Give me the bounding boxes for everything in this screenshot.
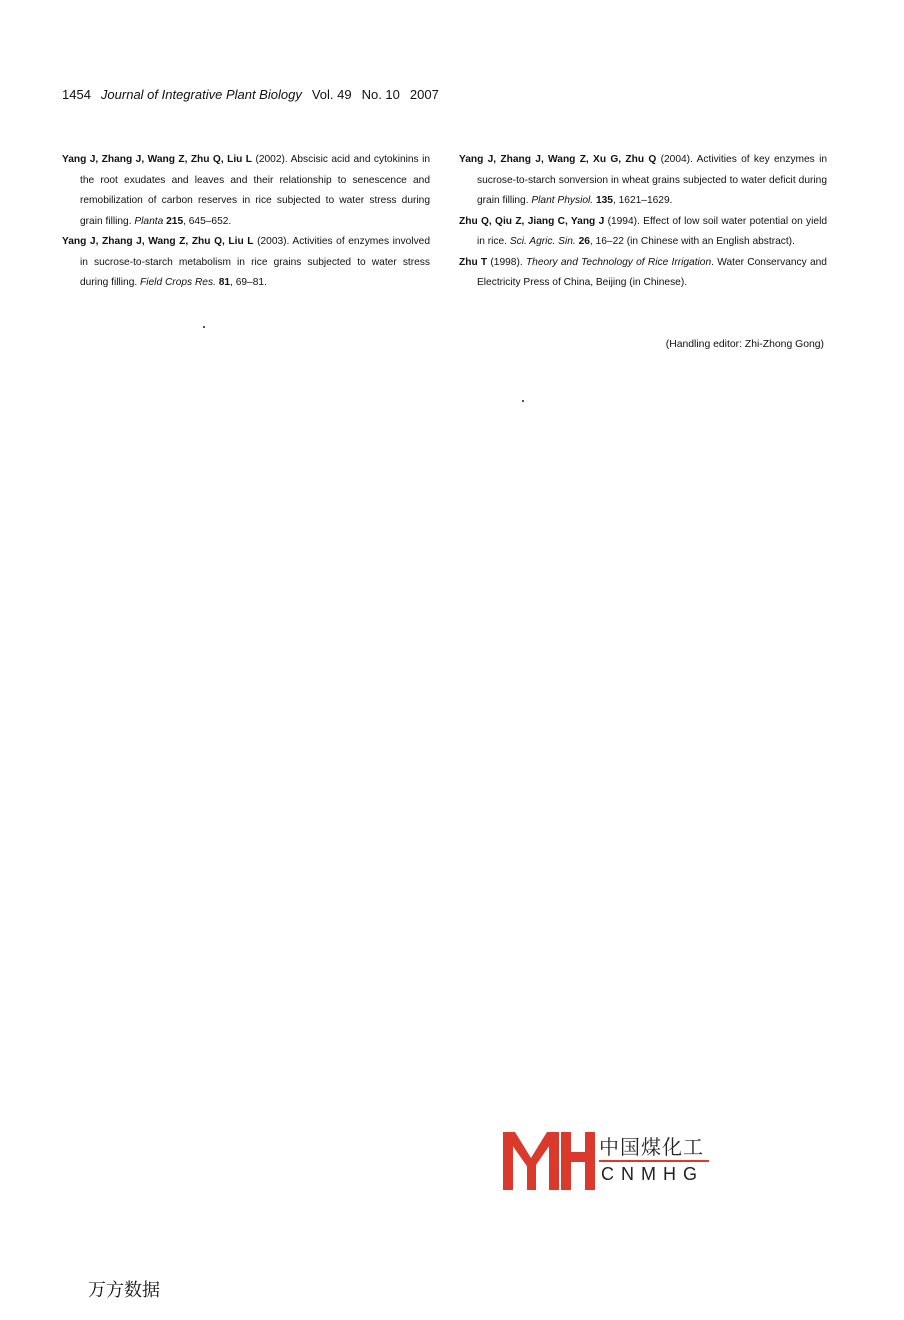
cnmhg-logo-mark <box>503 1130 595 1192</box>
reference-authors: Zhu T <box>459 256 488 268</box>
reference-volume: 26 <box>578 236 590 247</box>
reference-entry <box>459 150 827 212</box>
reference-pages: , 645–652. <box>183 215 232 227</box>
references-right-column <box>459 150 827 294</box>
reference-pages: , 1621–1629. <box>612 195 673 206</box>
stray-dot <box>522 400 524 402</box>
reference-volume: 215 <box>166 215 184 227</box>
reference-authors: Yang J, Zhang J, Wang Z, Zhu Q, Liu L <box>62 154 253 165</box>
reference-text: (1994). Effect of low soil water potential on yield in rice. <box>477 215 827 247</box>
reference-authors: Yang J, Zhang J, Wang Z, Xu G, Zhu Q <box>459 154 657 165</box>
cnmhg-logo <box>503 1130 713 1192</box>
running-header <box>62 87 762 102</box>
reference-journal: Planta <box>134 215 164 227</box>
reference-entry <box>62 232 430 294</box>
reference-text-tail: . Water Conservancy and Electricity Press of China, Beijing (in Chinese). <box>477 256 827 288</box>
journal-name: Journal of Integrative Plant Biology <box>100 87 302 102</box>
reference-text: (2002). Abscisic acid and cytokinins in the root exudates and leaves and their relationship to senescence and remobilization of carbon reserves in rice subjected to water stress during grain filling. <box>80 154 430 227</box>
issue: No. 10 <box>361 87 400 102</box>
logo-divider <box>599 1160 709 1162</box>
stray-dot <box>203 326 205 328</box>
reference-authors: Yang J, Zhang J, Wang Z, Zhu Q, Liu L <box>62 236 254 247</box>
reference-text: (2004). Activities of key enzymes in sucrose-to-starch sonversion in wheat grains subjected to water deficit during grain filling. <box>477 154 828 206</box>
reference-journal: Field Crops Res. <box>140 277 216 288</box>
reference-journal: Theory and Technology of Rice Irrigation <box>525 256 712 268</box>
logo-english-text: CNMHG <box>601 1164 704 1184</box>
reference-entry <box>62 150 430 232</box>
reference-volume: 81 <box>218 277 231 288</box>
logo-chinese-text: 中国煤化工 <box>599 1135 704 1159</box>
reference-journal: Sci. Agric. Sin. <box>509 236 576 247</box>
volume: Vol. 49 <box>311 87 352 102</box>
reference-text: (1998). <box>487 256 526 268</box>
page-number: 1454 <box>62 87 91 102</box>
reference-text: (2003). Activities of enzymes involved in sucrose-to-starch metabolism in rice grains subjected to water stress during filling. <box>80 236 430 288</box>
reference-pages: , 16–22 (in Chinese with an English abstract). <box>589 236 795 247</box>
references-left-column <box>62 150 430 294</box>
reference-entry <box>459 253 827 294</box>
footer-watermark: 万方数据 <box>88 1280 160 1301</box>
handling-editor-note: (Handling editor: Zhi-Zhong Gong) <box>665 339 824 350</box>
reference-pages: , 69–81. <box>230 277 267 288</box>
reference-entry <box>459 212 827 253</box>
reference-authors: Zhu Q, Qiu Z, Jiang C, Yang J <box>459 215 605 227</box>
year: 2007 <box>409 87 439 102</box>
reference-volume: 135 <box>595 195 613 206</box>
reference-journal: Plant Physiol. <box>531 195 594 206</box>
